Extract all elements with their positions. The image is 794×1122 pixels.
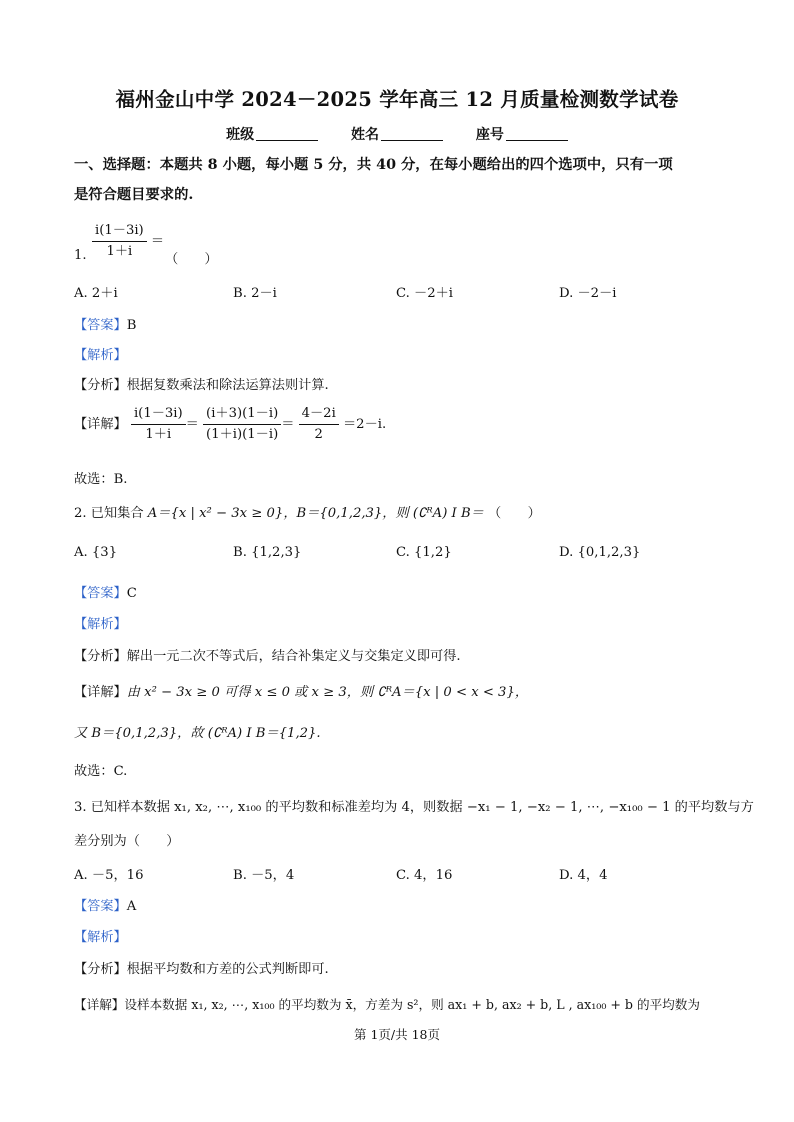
q2-option-c: C. {1,2} — [396, 545, 452, 560]
q3-fenxi-label: 【分析】 — [74, 962, 127, 977]
q1-fraction-numerator: i(1－3i) — [92, 222, 147, 242]
q2-set-a: A＝{x | x² − 3x ≥ 0} — [147, 506, 284, 521]
q1-detail-frac2-num: (i＋3)(1－i) — [203, 405, 281, 425]
q1-equals: ＝ — [150, 234, 165, 249]
q2-answer-row — [74, 582, 137, 601]
q1-detail-frac3-den: 2 — [314, 427, 323, 442]
q1-detail-frac1-num: i(1－3i) — [131, 405, 186, 425]
q1-fenxi-row — [74, 374, 329, 393]
q3-option-d: D. 4，4 — [559, 868, 608, 883]
q1-answer-value: B — [126, 318, 137, 333]
q1-detail-frac3 — [299, 405, 339, 444]
section-heading-line2: 是符合题目要求的. — [74, 187, 194, 203]
q1-detail-frac2 — [203, 405, 281, 444]
q1-fraction-denominator: 1＋i — [106, 244, 133, 259]
q3-detail-row1 — [74, 994, 700, 1013]
q1-fenxi-text: 根据复数乘法和除法运算法则计算. — [126, 378, 329, 393]
name-blank[interactable] — [381, 140, 443, 141]
q2-option-b: B. {1,2,3} — [233, 545, 302, 560]
q1-option-b: B. 2－i — [233, 286, 277, 301]
q2-choose-row — [74, 760, 127, 779]
q1-detail-frac2-den: (1＋i)(1－i) — [206, 427, 279, 442]
q1-analysis-label: 【解析】 — [74, 348, 127, 363]
q1-answer-label: 【答案】 — [74, 318, 127, 333]
q3-answer-value: A — [126, 899, 137, 914]
q2-choose-label: 故选： — [74, 764, 114, 779]
q1-number: 1. — [74, 248, 87, 263]
q1-option-d: D. －2－i — [559, 286, 617, 301]
q3-fenxi-row — [74, 958, 329, 977]
q2-expr: (∁ᴿA) I B＝ — [412, 506, 484, 521]
q1-detail-frac3-num: 4－2i — [299, 405, 339, 425]
q2-fenxi-row — [74, 645, 461, 664]
q1-answer-row — [74, 314, 136, 333]
q3-stem-line2: 差分别为（ ） — [74, 834, 180, 849]
q1-fenxi-label: 【分析】 — [74, 378, 127, 393]
page-footer: 第 1页/共 18页 — [353, 1027, 441, 1042]
q2-detail-line2: 又 B＝{0,1,2,3}，故 (∁ᴿA) I B＝{1,2}. — [74, 726, 321, 741]
q1-option-c: C. －2＋i — [396, 286, 453, 301]
q2-answer-label: 【答案】 — [74, 586, 127, 601]
q2-analysis-label: 【解析】 — [74, 617, 127, 632]
q3-detail-line1: 设样本数据 x₁, x₂, ⋯, x₁₀₀ 的平均数为 x̄，方差为 s²，则 ax₁ + b, ax₂ + b, L , ax₁₀₀ + b 的平均数为 — [124, 997, 700, 1012]
q2-answer-value: C — [126, 586, 137, 601]
q3-number: 3. — [74, 800, 87, 815]
q1-expression — [92, 222, 164, 261]
q2-number: 2. — [74, 506, 87, 521]
q3-detail-label: 【详解】 — [74, 997, 125, 1012]
q1-choose-label: 故选： — [74, 472, 114, 487]
q3-analysis-label: 【解析】 — [74, 930, 127, 945]
class-label: 班级 — [226, 127, 255, 143]
q2-paren: （ ） — [488, 506, 541, 521]
q3-option-c: C. 4，16 — [396, 868, 453, 883]
q2-detail-label: 【详解】 — [74, 685, 127, 700]
q1-paren: （ ） — [165, 252, 218, 267]
q2-option-a: A. {3} — [74, 545, 118, 560]
q2-fenxi-label: 【分析】 — [74, 649, 127, 664]
name-label: 姓名 — [351, 127, 379, 143]
q3-stem-line1: 已知样本数据 x₁, x₂, ⋯, x₁₀₀ 的平均数和标准差均为 4，则数据 −x₁ − 1, −x₂ − 1, ⋯, −x₁₀₀ − 1 的平均数与方 — [90, 800, 754, 815]
q2-fenxi-text: 解出一元二次不等式后，结合补集定义与交集定义即可得. — [126, 649, 461, 664]
section-heading-line1: 一、选择题：本题共 8 小题，每小题 5 分，共 40 分，在每小题给出的四个选项中，只有一项 — [74, 157, 673, 173]
q3-fenxi-text: 根据平均数和方差的公式判断即可. — [126, 962, 329, 977]
q1-fraction — [92, 222, 147, 261]
exam-title: 福州金山中学 2024－2025 学年高三 12 月质量检测数学试卷 — [115, 88, 679, 111]
q1-detail-row: 【详解】 $\frac{i(1-3i)}{1+i}$ ＝ $\frac{(i+3)(1-i)}{(1+i)(1-i)}$ ＝ $\frac{4-2i}{2}$ ＝2－i. — [74, 406, 387, 442]
q2-set-b: ，B＝{0,1,2,3}，则 — [283, 506, 409, 521]
q1-option-a: A. 2＋i — [74, 286, 118, 301]
q1-choose-value: B. — [113, 472, 128, 487]
q2-stem-a: 已知集合 — [90, 506, 144, 521]
seat-label: 座号 — [475, 127, 504, 143]
q3-answer-label: 【答案】 — [74, 899, 127, 914]
q1-detail-end: . — [381, 417, 387, 432]
student-info-line — [0, 124, 794, 144]
q2-option-d: D. {0,1,2,3} — [559, 545, 641, 560]
q2-detail-row1 — [74, 681, 528, 700]
q3-option-b: B. －5，4 — [233, 868, 295, 883]
q1-detail-frac1-den: 1＋i — [145, 427, 172, 442]
q1-choose-row — [74, 468, 127, 487]
q1-detail-result: ＝2－i — [343, 417, 382, 432]
q3-option-a: A. －5，16 — [74, 868, 144, 883]
q2-stem — [74, 502, 541, 521]
q2-detail-row2 — [74, 722, 321, 741]
q2-detail-line1: 由 x² − 3x ≥ 0 可得 x ≤ 0 或 x ≥ 3，则 ∁ᴿA＝{x | 0 < x < 3}， — [126, 685, 529, 700]
q1-detail-label: 【详解】 — [74, 417, 127, 432]
q3-stem-row1 — [74, 796, 754, 815]
seat-blank[interactable] — [506, 140, 568, 141]
q3-answer-row — [74, 895, 136, 914]
q2-choose-value: C. — [113, 764, 128, 779]
class-blank[interactable] — [256, 140, 318, 141]
q1-detail-frac1 — [131, 405, 186, 444]
